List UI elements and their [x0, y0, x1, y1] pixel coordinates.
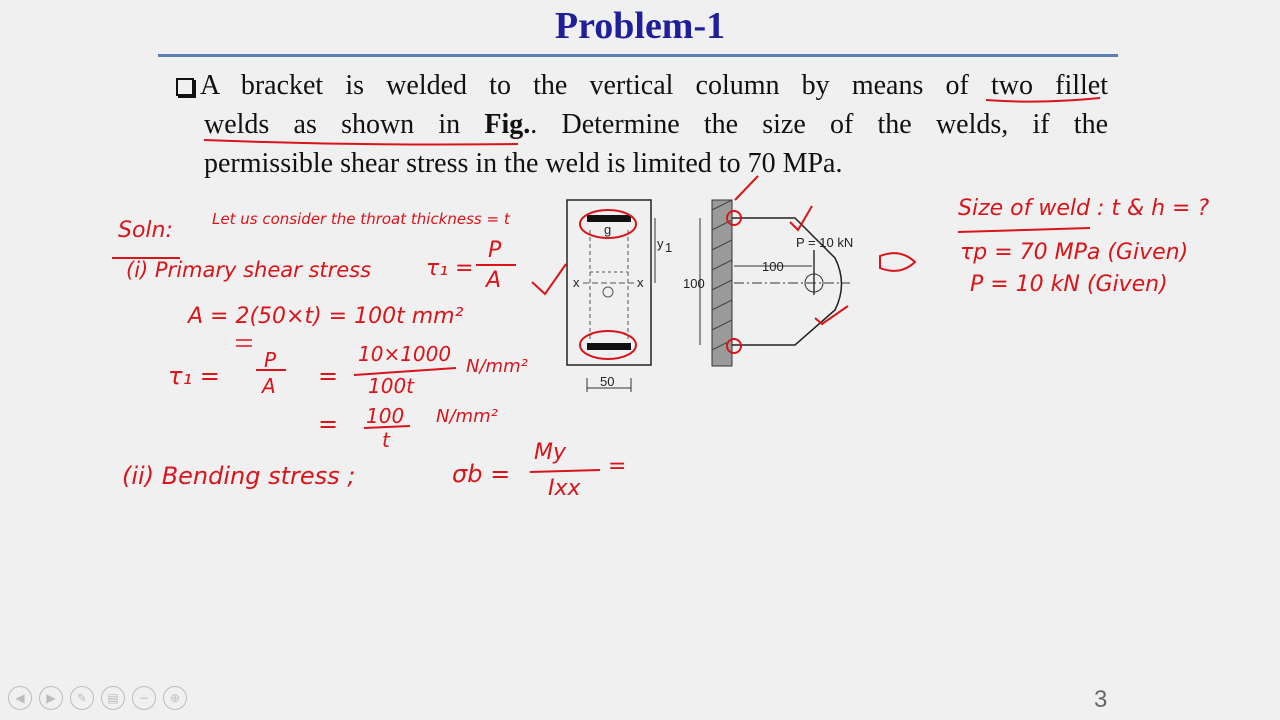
label-height-100: 100: [683, 276, 705, 291]
label-y1: y: [657, 236, 664, 251]
label-g: g: [604, 222, 612, 237]
label-x-left: x: [573, 275, 580, 290]
size-of-weld: Size of weld : t & h = ?: [958, 196, 1210, 221]
bending-stress-label: (ii) Bending stress ;: [122, 462, 356, 490]
fraction-den-2: t: [382, 428, 390, 452]
P-numerator: P: [488, 238, 502, 263]
arrow-right-icon[interactable]: ▶: [39, 686, 63, 710]
tau1-eq: τ₁ =: [426, 256, 474, 281]
equals-2: =: [318, 410, 339, 438]
assumption-text: Let us consider the throat thickness = t: [212, 210, 510, 228]
P-numerator-2: P: [264, 348, 277, 372]
tau-p-given: τp = 70 MPa (Given): [960, 240, 1189, 265]
problem-line-3: permissible shear stress in the weld is limited to 70 MPa.: [204, 148, 843, 179]
sigma-b: σb =: [452, 460, 511, 488]
tau1-again: τ₁ =: [168, 362, 220, 390]
trailing-equals: =: [608, 454, 627, 479]
soln-label: Soln:: [118, 218, 173, 243]
problem-line-2c: . Determine the size of the welds, if the: [530, 109, 1108, 140]
zoom-icon[interactable]: ⊕: [163, 686, 187, 710]
problem-line-2a: welds as shown in: [204, 109, 485, 140]
fraction-num-1: 10×1000: [358, 342, 452, 366]
highlighter-icon[interactable]: ▤: [101, 686, 125, 710]
label-offset-100: 100: [762, 259, 784, 274]
bracket-column-figure: [700, 200, 850, 366]
primary-shear-label: (i) Primary shear stress: [126, 258, 372, 282]
P-given: P = 10 kN (Given): [970, 272, 1168, 297]
fraction-num-2: 100: [366, 404, 405, 428]
pen-icon[interactable]: ✎: [70, 686, 94, 710]
arrow-left-icon[interactable]: ◀: [8, 686, 32, 710]
problem-fig-ref: Fig.: [484, 109, 531, 140]
A-denominator: A: [486, 268, 502, 293]
problem-line-1-text: A bracket is welded to the vertical column by means of two fillet: [200, 70, 1108, 101]
label-load-P: P = 10 kN: [796, 235, 854, 250]
area-equation: A = 2(50×t) = 100t mm²: [188, 304, 464, 329]
A-denominator-2: A: [262, 374, 276, 398]
slide-toolbar: [8, 686, 187, 714]
label-width-50: 50: [600, 374, 615, 389]
label-x-right: x: [637, 275, 644, 290]
unit-2: N/mm²: [436, 406, 498, 427]
fraction-den-1: 100t: [368, 374, 415, 398]
slide-title: Problem-1: [554, 5, 726, 47]
Ixx-denominator: Ixx: [548, 476, 581, 501]
equals-1: =: [318, 362, 339, 390]
My-numerator: My: [534, 440, 567, 465]
label-y1-sub: 1: [665, 240, 673, 255]
page-number: 3: [1094, 686, 1108, 713]
minus-icon[interactable]: −: [132, 686, 156, 710]
unit-1: N/mm²: [466, 356, 528, 377]
